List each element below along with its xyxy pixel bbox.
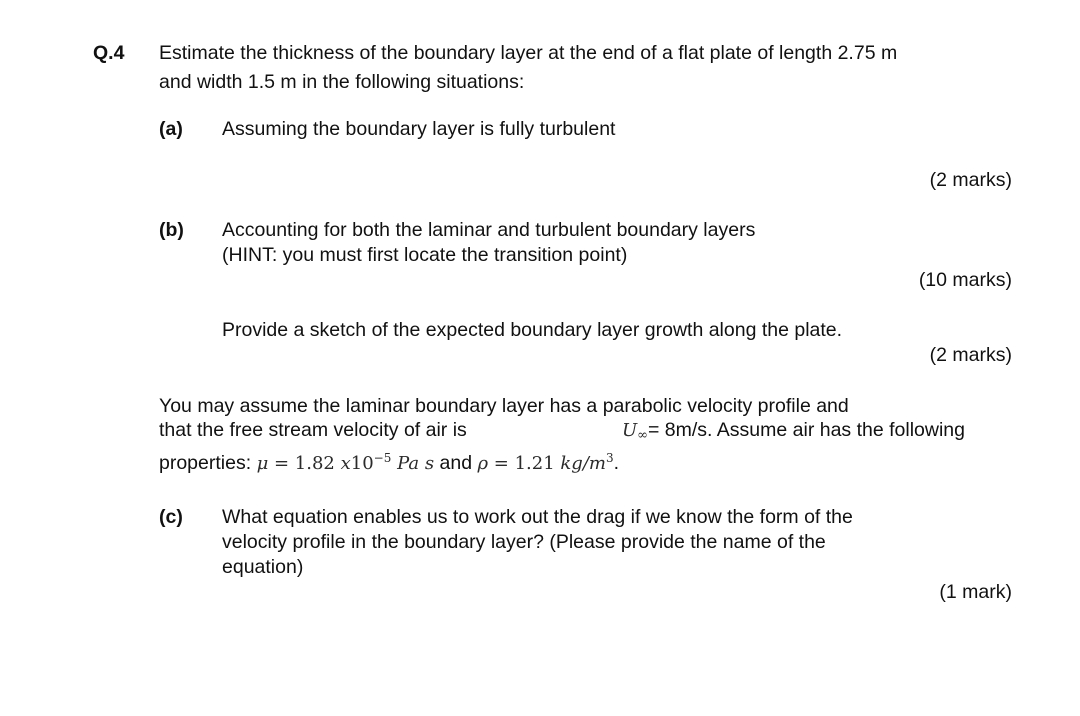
part-a-marks: (2 marks) (929, 169, 1012, 191)
mu-expression (257, 453, 435, 474)
assumptions-line-3-pre: properties: (159, 452, 252, 474)
assumptions-line-1: You may assume the laminar boundary layer has a parabolic velocity profile and (159, 395, 849, 417)
assumptions-line-2-post: = 8m/s. Assume air has the following (647, 419, 965, 441)
part-b-line-1: Accounting for both the laminar and turbulent boundary layers (222, 219, 756, 241)
part-b-label: (b) (159, 219, 184, 241)
question-number: Q.4 (93, 42, 125, 64)
part-c-line-2: velocity profile in the boundary layer? (Please provide the name of the (222, 531, 826, 553)
mu-exponent: −5 (373, 451, 392, 465)
rho-symbol: ρ (477, 453, 489, 474)
velocity-subscript: ∞ (637, 428, 648, 443)
rho-equals-value: = 1.21 (488, 453, 561, 474)
part-c-line-1: What equation enables us to work out the drag if we know the form of the (222, 506, 853, 528)
part-b-sketch-marks: (2 marks) (929, 344, 1012, 366)
part-b-marks: (10 marks) (918, 269, 1012, 291)
and-word: and (439, 452, 473, 474)
part-a-text: Assuming the boundary layer is fully turbulent (222, 118, 616, 140)
mu-units: Pa s (391, 453, 435, 474)
part-a-label: (a) (159, 118, 183, 140)
rho-expression (477, 453, 613, 474)
period: . (613, 452, 620, 474)
mu-equals-value: = 1.82 (268, 453, 341, 474)
assumptions-line-2 (159, 418, 965, 448)
rho-units: kg/m (560, 453, 606, 474)
part-c-label: (c) (159, 506, 183, 528)
mu-base: 10 (350, 453, 374, 474)
question-intro-line-2: and width 1.5 m in the following situations: (159, 71, 525, 93)
part-c-line-3: equation) (222, 556, 304, 578)
mu-symbol: μ (256, 453, 269, 474)
mu-times: x (340, 453, 351, 474)
rho-exponent: 3 (605, 451, 614, 465)
part-b-sketch-text: Provide a sketch of the expected boundary layer growth along the plate. (222, 319, 843, 341)
assumptions-line-2-pre: that the free stream velocity of air is (159, 419, 467, 441)
part-c-marks: (1 mark) (939, 581, 1012, 603)
question-intro-line-1: Estimate the thickness of the boundary layer at the end of a flat plate of length 2.75 m (159, 42, 898, 64)
velocity-expression (622, 418, 965, 448)
assumptions-line-3 (159, 451, 619, 476)
part-b-line-2: (HINT: you must first locate the transition point) (222, 244, 628, 266)
velocity-symbol: U (621, 420, 638, 441)
